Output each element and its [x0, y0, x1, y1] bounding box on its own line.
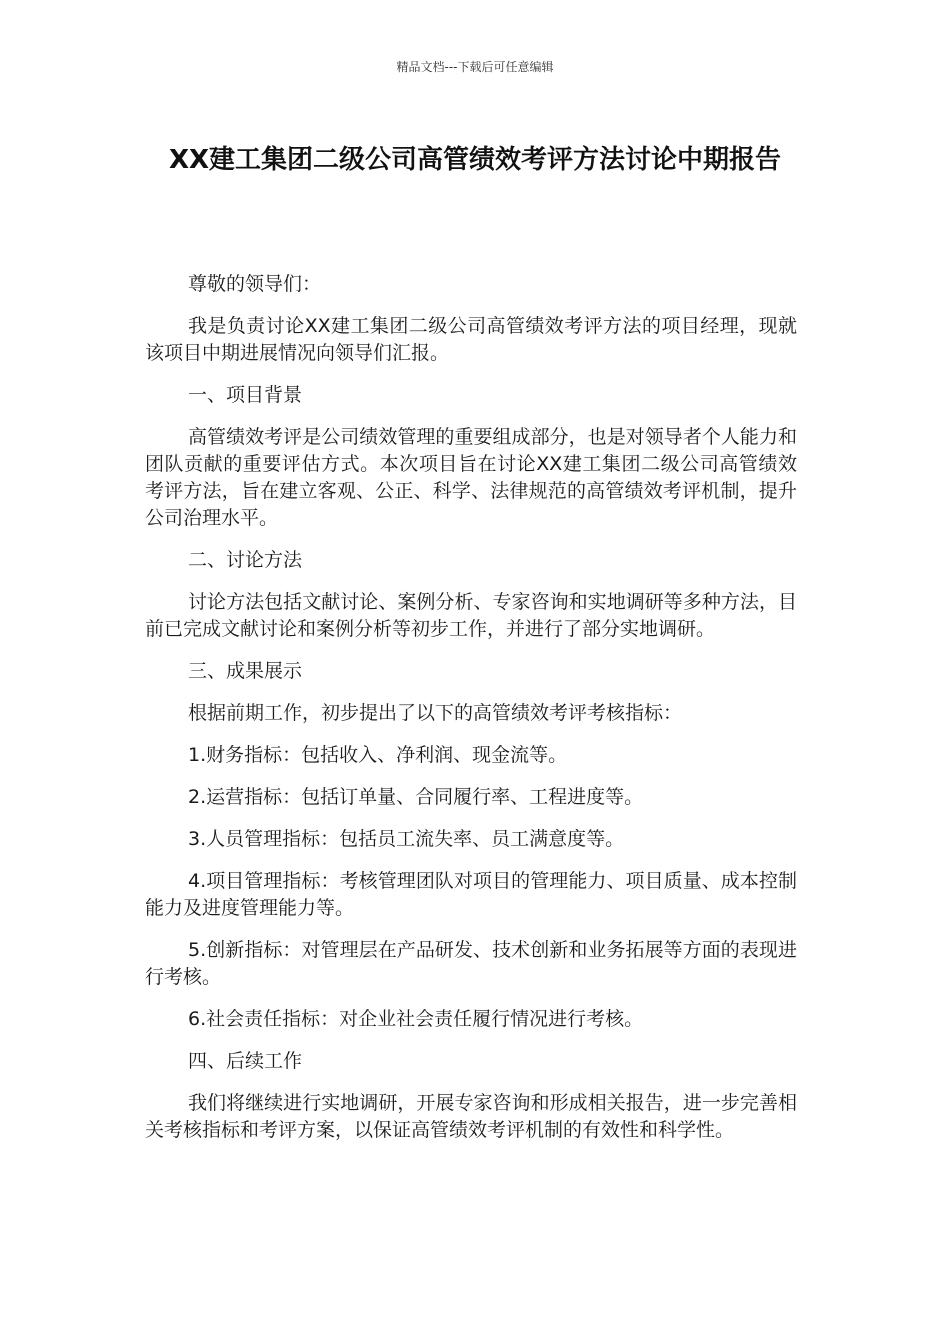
intro-paragraph: 我是负责讨论XX建工集团二级公司高管绩效考评方法的项目经理，现就该项目中期进展情况向领导们汇报。 [145, 315, 797, 364]
section-heading-background: 一、项目背景 [188, 384, 303, 406]
indicator-personnel: 3.人员管理指标：包括员工流失率、员工满意度等。 [188, 828, 625, 850]
indicator-social-responsibility: 6.社会责任指标：对企业社会责任履行情况进行考核。 [188, 1008, 644, 1030]
background-paragraph: 高管绩效考评是公司绩效管理的重要组成部分，也是对领导者个人能力和团队贡献的重要评估方式。本次项目旨在讨论XX建工集团二级公司高管绩效考评方法，旨在建立客观、公正、科学、法律规范的高管绩效考评机制，提升公司治理水平。 [145, 426, 797, 529]
section-heading-results: 三、成果展示 [188, 660, 303, 682]
salutation: 尊敬的领导们： [188, 273, 322, 295]
method-paragraph: 讨论方法包括文献讨论、案例分析、专家咨询和实地调研等多种方法，目前已完成文献讨论和案例分析等初步工作，并进行了部分实地调研。 [145, 591, 797, 640]
indicator-innovation: 5.创新指标：对管理层在产品研发、技术创新和业务拓展等方面的表现进行考核。 [145, 939, 797, 988]
indicator-project-management: 4.项目管理指标：考核管理团队对项目的管理能力、项目质量、成本控制能力及进度管理能力等。 [145, 870, 797, 919]
section-heading-next-steps: 四、后续工作 [188, 1050, 303, 1072]
header-note: 精品文档---下载后可任意编辑 [396, 60, 554, 74]
next-steps-paragraph: 我们将继续进行实地调研，开展专家咨询和形成相关报告，进一步完善相关考核指标和考评方案，以保证高管绩效考评机制的有效性和科学性。 [145, 1092, 797, 1141]
indicator-operations: 2.运营指标：包括订单量、合同履行率、工程进度等。 [188, 786, 644, 808]
indicator-financial: 1.财务指标：包括收入、净利润、现金流等。 [188, 744, 568, 766]
results-intro: 根据前期工作，初步提出了以下的高管绩效考评考核指标： [188, 702, 683, 724]
document-title: XX建工集团二级公司高管绩效考评方法讨论中期报告 [168, 145, 782, 175]
section-heading-method: 二、讨论方法 [188, 549, 303, 571]
document-body [145, 271, 797, 1159]
